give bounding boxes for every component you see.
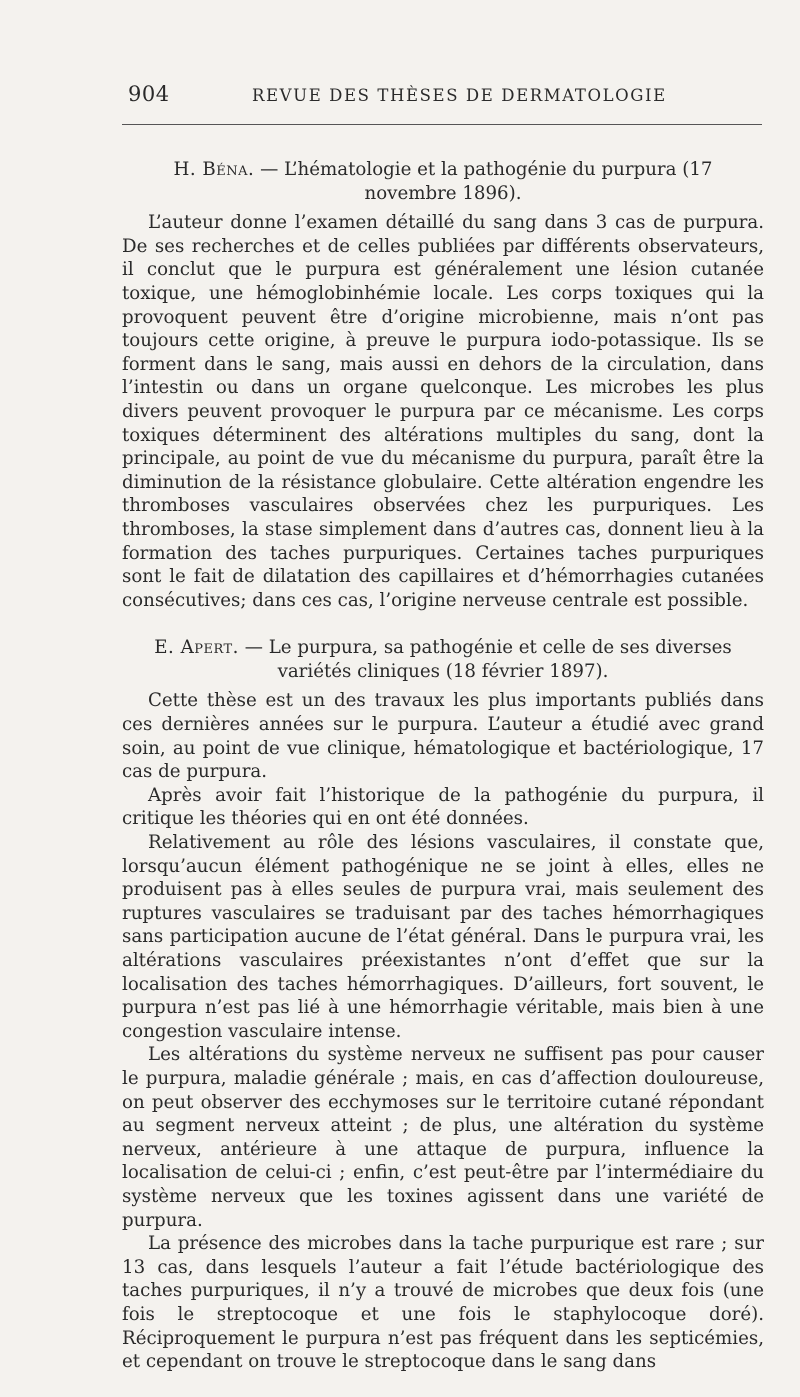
body-paragraph: Cette thèse est un des travaux les plus importants publiés dans ces dernières années sur le purpura. L’auteur a étudié avec grand soin, au point de vue clinique, hématologique et bactériologique, 17 cas de purpura. xyxy=(122,690,764,783)
body-paragraph: Les altérations du système nerveux ne suffisent pas pour causer le purpura, maladie générale ; mais, en cas d’affection douloureuse, on peut observer des ecchymoses sur le territoire cutané répondant au segment nerveux atteint ; de plus, une altération du système nerveux, antérieure à une attaque de purpura, influence la localisation de celui-ci ; enfin, c’est peut-être par l’intermédiaire du système nerveux que les toxines agissent dans une variété de purpura. xyxy=(122,1044,764,1231)
entry-heading xyxy=(122,158,764,205)
running-title: REVUE DES THÈSES DE DERMATOLOGIE xyxy=(252,86,667,105)
body-paragraph: L’auteur donne l’examen détaillé du sang dans 3 cas de purpura. De ses recherches et de celles publiées par différents observateurs, il conclut que le purpura est généralement une lésion cutanée toxique, une hémoglobinhémie locale. Les corps toxiques qui la provoquent peuvent être d’origine microbienne, mais n’ont pas toujours cette origine, à preuve le purpura iodo-potassique. Ils se forment dans le sang, mais aussi en dehors de la circulation, dans l’intestin ou dans un organe quelconque. Les microbes les plus divers peuvent provoquer le purpura par ce mécanisme. Les corps toxiques déterminent des altérations multiples du sang, dont la principale, au point de vue du mécanisme du purpura, paraît être la diminution de la résistance globulaire. Cette altération engendre les thromboses vasculaires observées chez les purpuriques. Les thromboses, la stase simplement dans d’autres cas, donnent lieu à la formation des taches purpuriques. Certaines taches purpuriques sont le fait de dilatation des capillaires et d’hémorrhagies cutanées consécutives; dans ces cas, l’origine nerveuse centrale est possible. xyxy=(122,212,764,611)
entry-separator xyxy=(122,612,764,636)
page-number: 904 xyxy=(128,82,170,106)
entry-author: H. Béna. xyxy=(173,159,255,180)
entry-title: — Le purpura, sa pathogénie et celle de ses diverses variétés cliniques (18 février 1897). xyxy=(238,637,732,682)
body-paragraph: La présence des microbes dans la tache purpurique est rare ; sur 13 cas, dans lesquels l’auteur a fait l’étude bactériologique des taches purpuriques, il n’y a trouvé de microbes que deux fois (une fois le streptocoque et une fois le staphylocoque doré). Réciproquement le purpura n’est pas fréquent dans les septicémies, et cependant on trouve le streptocoque dans le sang dans xyxy=(122,1233,764,1373)
entry-title: — L’hématologie et la pathogénie du purpura (17 novembre 1896). xyxy=(254,159,713,204)
page-body xyxy=(122,158,764,1374)
running-header xyxy=(122,82,762,112)
entry-author: E. Apert. xyxy=(154,637,239,659)
thesis-entry-apert xyxy=(122,636,764,1373)
header-rule xyxy=(122,124,762,125)
body-paragraph: Relativement au rôle des lésions vasculaires, il constate que, lorsqu’aucun élément pathogénique ne se joint à elles, elles ne produisent pas à elles seules de purpura vrai, mais seulement des ruptures vasculaires se traduisant par des taches hémorrhagiques sans participation aucune de l’état général. Dans le purpura vrai, les altérations vasculaires préexistantes n’ont d’effet que sur la localisation des taches hémorrhagiques. D’ailleurs, fort souvent, le purpura n’est pas lié à une hémorrhagie véritable, mais bien à une congestion vasculaire intense. xyxy=(122,832,764,1042)
entry-heading xyxy=(122,636,764,683)
body-paragraph: Après avoir fait l’historique de la pathogénie du purpura, il critique les théories qui en ont été données. xyxy=(122,784,764,830)
thesis-entry-bena xyxy=(122,158,764,612)
